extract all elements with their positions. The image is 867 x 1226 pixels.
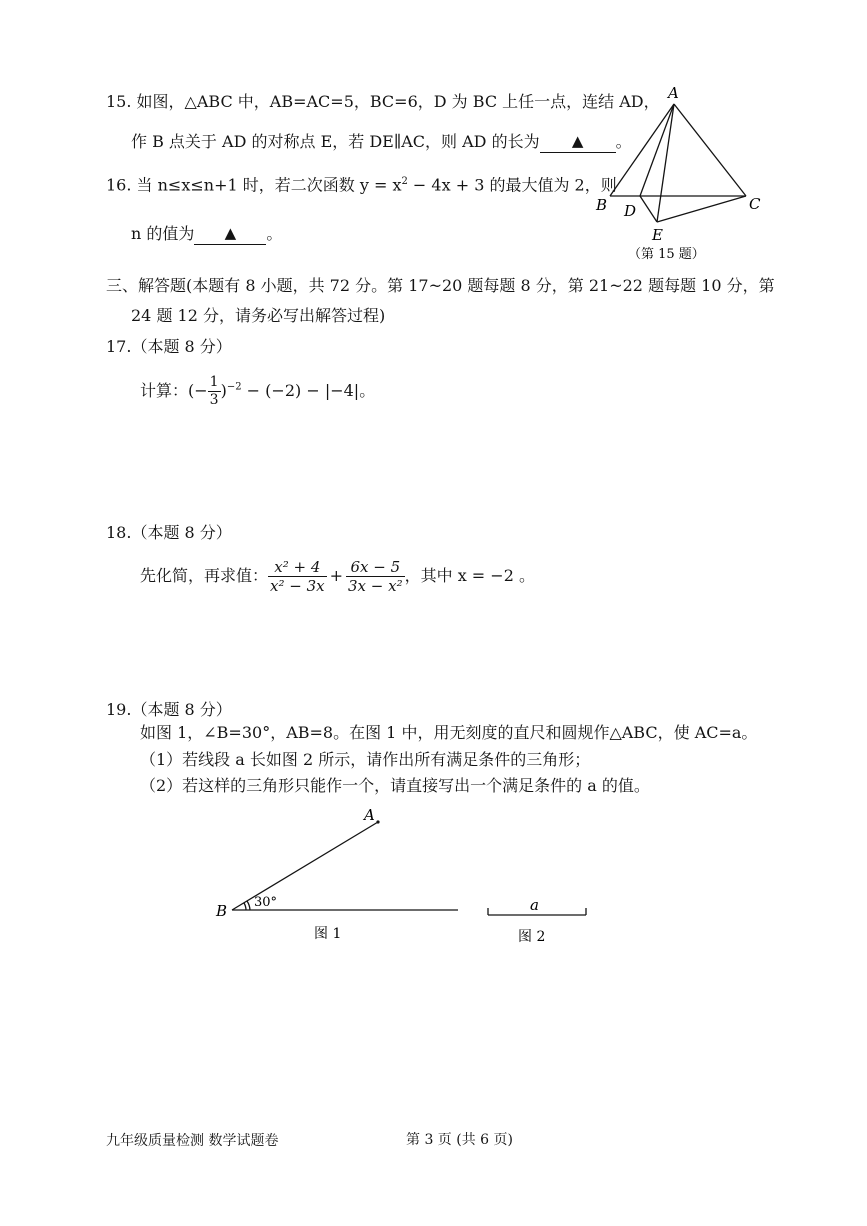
footer-exam-title: 九年级质量检测 数学试题卷: [106, 1133, 279, 1149]
q18-f1-den: x² − 3x: [270, 577, 325, 595]
q18-fraction-1: [268, 558, 327, 595]
fig1-caption: 图 1: [314, 926, 342, 942]
fig15-caption: （第 15 题）: [628, 247, 705, 262]
q16-line2-text: n 的值为: [131, 224, 195, 243]
q16-line1: [106, 177, 617, 193]
q15-triangle-figure: [590, 84, 770, 264]
q18-plus: +: [329, 566, 344, 585]
fig15-label-e: E: [652, 226, 663, 244]
q19-figures: [200, 800, 620, 960]
footer-page-number: 第 3 页 (共 6 页): [406, 1132, 513, 1148]
section3-line1: 三、解答题(本题有 8 小题，共 72 分。第 17~20 题每题 8 分，第 21~22 题每题 10 分，第: [106, 276, 775, 295]
q16-exponent: 2: [401, 176, 408, 187]
q18-f2-num: 6x − 5: [346, 558, 405, 577]
q17-expression: [140, 374, 375, 409]
fig15-label-b: B: [596, 196, 608, 214]
q16-line1-end: − 4x + 3 的最大值为 2，则: [407, 175, 617, 195]
q15-line2-text: 作 B 点关于 AD 的对称点 E，若 DE∥AC，则 AD 的长为: [131, 132, 540, 151]
q17-open: (−: [188, 380, 208, 400]
q19-part1: （1）若线段 a 长如图 2 所示，请作出所有满足条件的三角形；: [140, 750, 591, 769]
q16-line1-text: 16. 当 n≤x≤n+1 时，若二次函数 y = x: [106, 175, 402, 195]
q17-header: 17.（本题 8 分）: [106, 337, 232, 356]
fig15-label-d: D: [624, 202, 637, 220]
q18-f1-num: x² + 4: [268, 558, 327, 577]
fig2-label-a: a: [530, 896, 539, 914]
fig15-label-a: A: [668, 84, 679, 102]
q17-frac-den: 3: [209, 391, 219, 408]
q18-suffix: ，其中 x = −2 。: [404, 566, 535, 585]
q18-fraction-2: [346, 558, 405, 595]
q18-f2-den: 3x − x²: [348, 577, 403, 595]
fig15-label-c: C: [749, 195, 761, 213]
q15-line2-end: 。: [615, 132, 632, 151]
q17-prefix: 计算：: [140, 380, 189, 400]
q15-answer-blank: ▲: [540, 136, 616, 153]
fig2-caption: 图 2: [518, 929, 546, 945]
q15-line2: [131, 134, 632, 151]
q19-line1: 如图 1，∠B=30°，AB=8。在图 1 中，用无刻度的直尺和圆规作△ABC，使 AC=a。: [140, 723, 758, 742]
fig1-angle-label: 30°: [254, 895, 278, 910]
q17-close: ): [220, 380, 227, 400]
q19-header: 19.（本题 8 分）: [106, 700, 232, 719]
q16-line2-end: 。: [266, 224, 283, 243]
q18-expression: [140, 558, 535, 595]
fig1-label-b: B: [216, 902, 228, 920]
q16-answer-blank: ▲: [194, 228, 266, 245]
q19-part2: （2）若这样的三角形只能作一个，请直接写出一个满足条件的 a 的值。: [140, 776, 650, 795]
q17-exponent: −2: [226, 381, 242, 393]
q18-header: 18.（本题 8 分）: [106, 523, 232, 542]
q17-fraction: [208, 374, 221, 409]
q15-line1: 15. 如图，△ABC 中，AB=AC=5，BC=6，D 为 BC 上任一点，连结 AD，: [106, 92, 660, 111]
q18-prefix: 先化简，再求值：: [140, 566, 269, 585]
fig1-label-a: A: [364, 806, 375, 824]
q16-line2: [131, 226, 282, 243]
q17-frac-num: 1: [209, 374, 219, 390]
q17-rest: − (−2) − |−4|。: [241, 380, 376, 400]
section3-line2: 24 题 12 分，请务必写出解答过程): [131, 306, 386, 325]
